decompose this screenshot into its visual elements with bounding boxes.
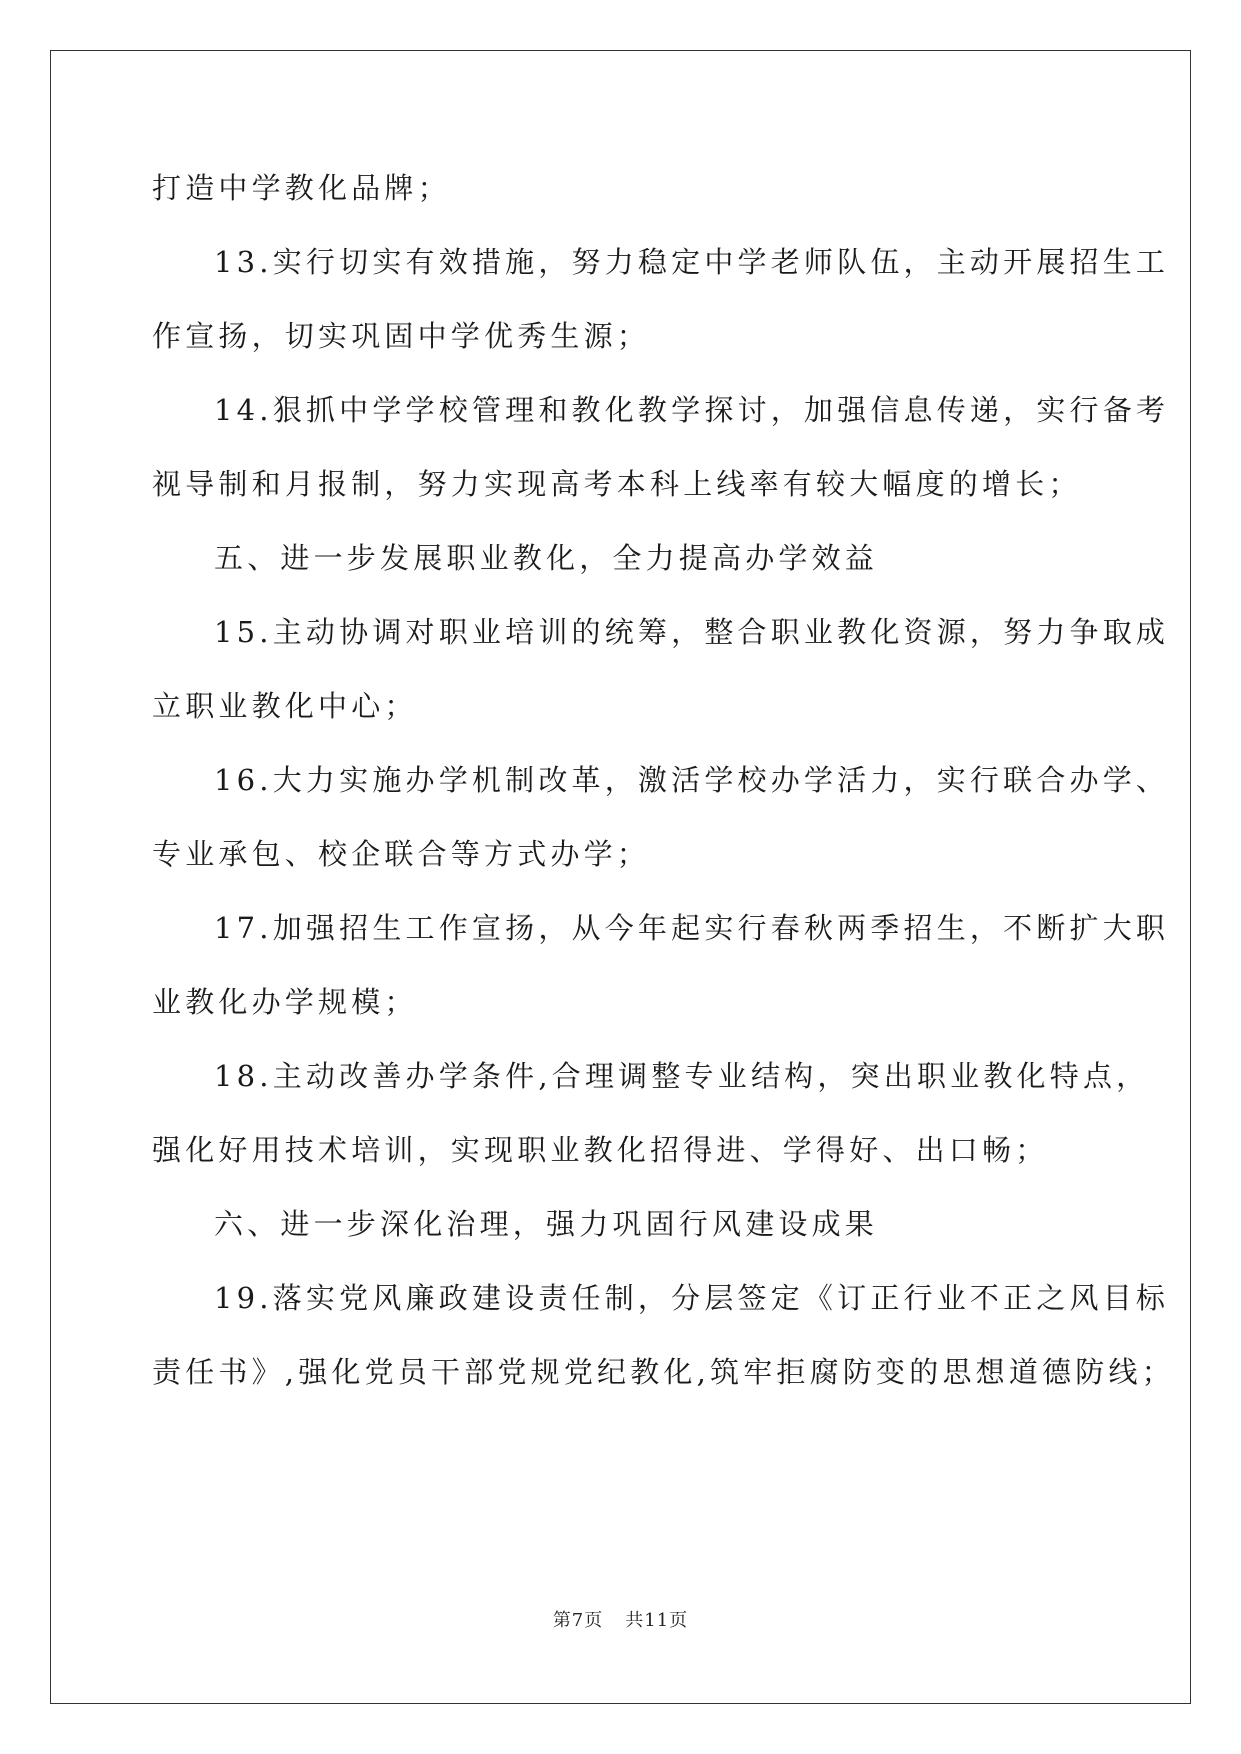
paragraph-line: 16.大力实施办学机制改革，激活学校办学活力，实行联合办学、 xyxy=(214,763,1170,797)
paragraph-line: 13.实行切实有效措施，努力稳定中学老师队伍，主动开展招生工 xyxy=(214,245,1170,279)
paragraph-line: 强化好用技术培训，实现职业教化招得进、学得好、出口畅； xyxy=(152,1133,1049,1167)
page-number: 第7页 xyxy=(552,1610,604,1631)
paragraph-line: 专业承包、校企联合等方式办学； xyxy=(152,837,651,871)
paragraph-line: 18.主动改善办学条件,合理调整专业结构，突出职业教化特点， xyxy=(214,1059,1150,1093)
paragraph-line: 19.落实党风廉政建设责任制，分层签定《订正行业不正之风目标 xyxy=(214,1281,1170,1315)
page-border xyxy=(50,50,1191,1704)
paragraph-line: 视导制和月报制，努力实现高考本科上线率有较大幅度的增长； xyxy=(152,467,1082,501)
page-footer xyxy=(0,1606,1241,1632)
paragraph-line: 责任书》,强化党员干部党规党纪教化,筑牢拒腐防变的思想道德防线； xyxy=(152,1355,1175,1389)
paragraph-line: 15.主动协调对职业培训的统筹，整合职业教化资源，努力争取成 xyxy=(214,615,1170,649)
section-heading: 五、进一步发展职业教化，全力提高办学效益 xyxy=(214,541,879,575)
section-heading: 六、进一步深化治理，强力巩固行风建设成果 xyxy=(214,1207,879,1241)
paragraph-line: 17.加强招生工作宣扬，从今年起实行春秋两季招生，不断扩大职 xyxy=(214,911,1170,945)
page-total: 共11页 xyxy=(625,1610,689,1631)
paragraph-line: 业教化办学规模； xyxy=(152,985,418,1019)
paragraph-line: 立职业教化中心； xyxy=(152,689,418,723)
paragraph-line: 14.狠抓中学学校管理和教化教学探讨，加强信息传递，实行备考 xyxy=(214,393,1170,427)
paragraph-line: 作宣扬，切实巩固中学优秀生源； xyxy=(152,319,651,353)
paragraph-line: 打造中学教化品牌； xyxy=(152,171,451,205)
